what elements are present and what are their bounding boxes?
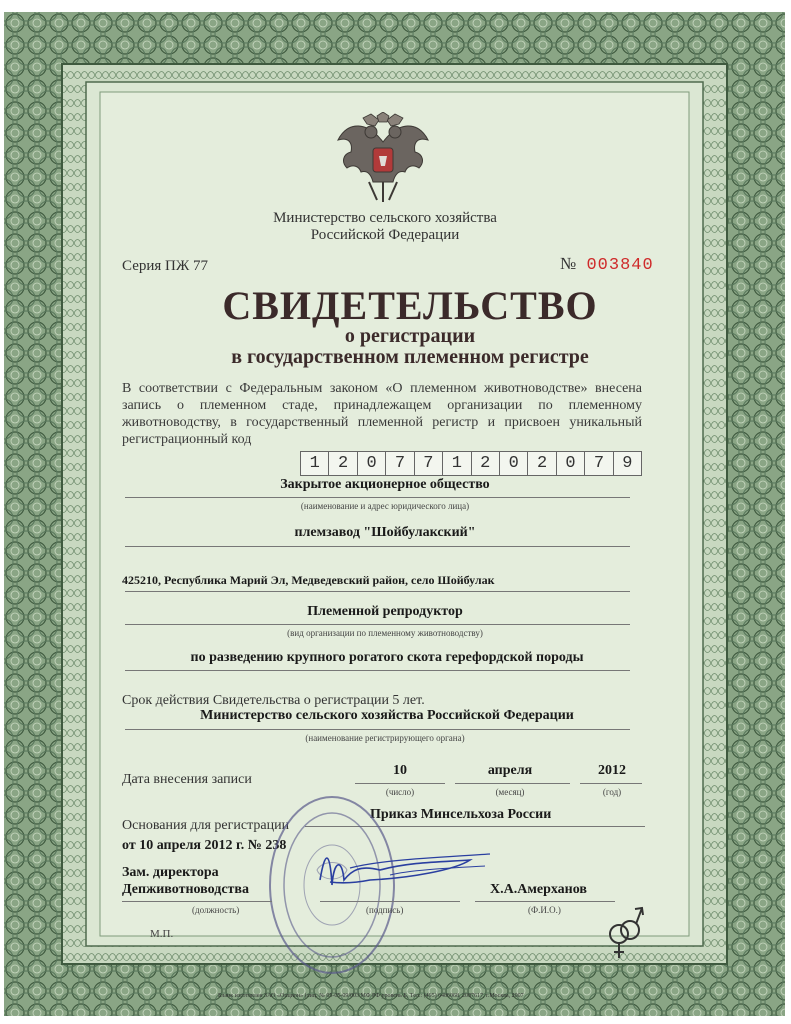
divider xyxy=(122,901,272,902)
code-digit: 9 xyxy=(622,454,633,473)
registration-code xyxy=(300,451,642,476)
double-headed-eagle-icon xyxy=(333,112,433,204)
certificate-number xyxy=(560,254,654,275)
basis-order-detail: от 10 апреля 2012 г. № 238 xyxy=(122,838,287,853)
code-digit: 7 xyxy=(386,452,414,475)
organization-type-hint: (вид организации по племенному животноводству) xyxy=(287,628,483,638)
code-digit: 0 xyxy=(500,452,528,475)
organization-specialization: по разведению крупного рогатого скота герефордской породы xyxy=(190,650,584,665)
organization-form: Закрытое акционерное общество xyxy=(280,477,490,492)
certificate-title: СВИДЕТЕЛЬСТВО xyxy=(222,283,598,328)
code-digit: 1 xyxy=(301,452,329,475)
divider xyxy=(355,783,445,784)
divider xyxy=(475,901,615,902)
authority-hint: (наименование регистрирующего органа) xyxy=(305,733,465,743)
divider xyxy=(455,783,570,784)
male-female-symbol-icon xyxy=(606,902,646,962)
series-label: Серия ПЖ 77 xyxy=(122,258,209,274)
entry-month: апреля xyxy=(487,763,533,778)
position-line-2: Депживотноводства xyxy=(122,882,249,897)
divider xyxy=(125,670,630,671)
basis-order: Приказ Минсельхоза России xyxy=(370,807,552,822)
mp-label: М.П. xyxy=(150,928,174,940)
code-digit: 2 xyxy=(329,452,357,475)
divider xyxy=(320,901,460,902)
position-line-1: Зам. директора xyxy=(122,865,219,880)
code-digit: 2 xyxy=(528,452,556,475)
divider xyxy=(125,497,630,498)
number-prefix: № xyxy=(560,254,577,273)
signatory-name: Х.А.Амерханов xyxy=(490,882,587,897)
position-hint: (должность) xyxy=(192,905,240,915)
entry-year: 2012 xyxy=(598,763,626,778)
month-hint: (месяц) xyxy=(495,787,525,797)
validity-text: Срок действия Свидетельства о регистрации 5 лет. xyxy=(122,693,425,708)
divider xyxy=(580,783,642,784)
authority-name: Министерство сельского хозяйства Российской Федерации xyxy=(200,708,574,723)
entry-date-label: Дата внесения записи xyxy=(122,772,252,787)
divider xyxy=(125,546,630,547)
code-digit: 7 xyxy=(415,452,443,475)
divider xyxy=(125,591,630,592)
number-value: 003840 xyxy=(586,256,654,275)
signature-hint: (подпись) xyxy=(366,905,404,915)
certificate-subtitle-2: в государственном племенном регистре xyxy=(231,346,589,368)
code-digit: 0 xyxy=(557,452,585,475)
entry-day: 10 xyxy=(393,763,407,778)
organization-type: Племенной репродуктор xyxy=(307,604,463,619)
ministry-line-1: Министерство сельского хозяйства xyxy=(273,210,497,226)
divider xyxy=(125,624,630,625)
code-digit: 7 xyxy=(585,452,613,475)
code-digit: 1 xyxy=(443,452,471,475)
code-digit: 0 xyxy=(358,452,386,475)
body-text: В соответствии с Федеральным законом «О племенном животноводстве» внесена запись о племенном стаде, принадлежащем организации по племенному животноводству, в государственный племенной регистр и присвоен уникальный регистрационный код xyxy=(122,381,642,447)
ministry-line-2: Российской Федерации xyxy=(310,227,460,243)
organization-name: племзавод "Шойбулакский" xyxy=(294,525,476,540)
printer-footer: Бланк изготовлен ЗАО «Опцион» (лиц. № 05-05-09/003 МФ РФ уровень Б, Тел.: (495) 6486068, 2087617, г.Москва, 2007 xyxy=(218,993,524,999)
certificate-subtitle-1: о регистрации xyxy=(344,325,476,347)
fio-hint: (Ф.И.О.) xyxy=(528,905,561,915)
code-digit: 2 xyxy=(472,452,500,475)
organization-form-hint: (наименование и адрес юридического лица) xyxy=(300,501,470,511)
divider xyxy=(125,729,630,730)
basis-label: Основания для регистрации xyxy=(122,818,290,833)
ministry-header xyxy=(200,210,570,244)
year-hint: (год) xyxy=(602,787,622,797)
organization-address: 425210, Республика Марий Эл, Медведевский район, село Шойбулак xyxy=(122,573,495,587)
handwritten-signature xyxy=(290,840,500,900)
day-hint: (число) xyxy=(385,787,415,797)
